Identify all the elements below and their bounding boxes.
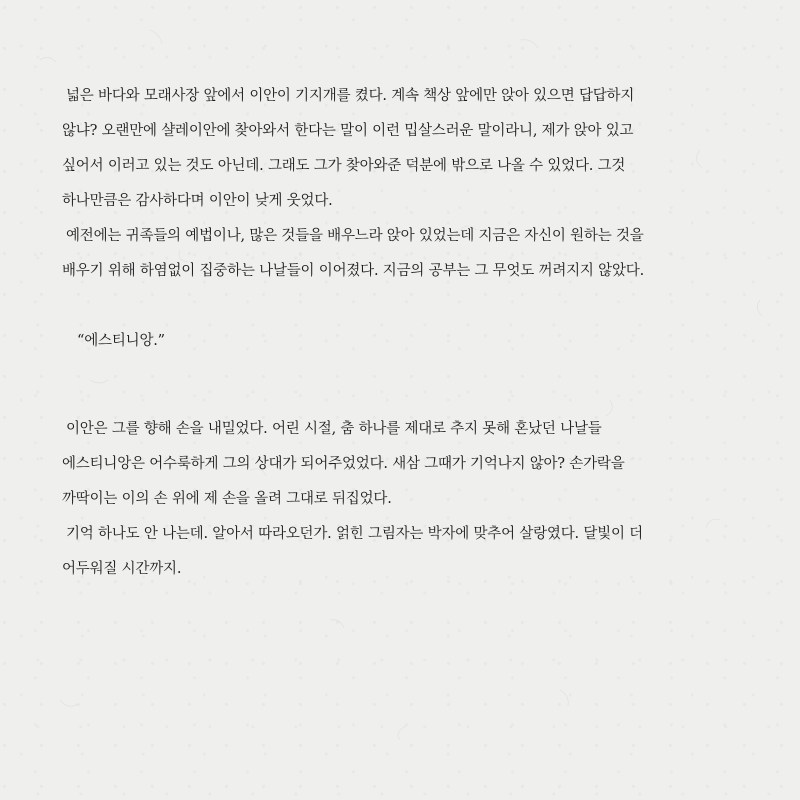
- text-line: 않냐? 오랜만에 샬레이안에 찾아와서 한다는 말이 이런 밉살스러운 말이라니, 제가 앉아 있고: [62, 123, 634, 139]
- text-line: 싶어서 이러고 있는 것도 아닌데. 그래도 그가 찾아와준 덕분에 밖으로 나올 수 있었다. 그것: [62, 158, 626, 174]
- text-line: 예전에는 귀족들의 예법이나, 많은 것들을 배우느라 앉아 있었는데 지금은 자신이 원하는 것을: [66, 228, 644, 244]
- spacer: [62, 289, 752, 324]
- text-line: 하나만큼은 감사하다며 이안이 낮게 웃었다.: [62, 193, 333, 209]
- text-line: 에스티니앙은 어수룩하게 그의 상대가 되어주었었다. 새삼 그때가 기억나지 않아? 손가락을: [62, 456, 625, 472]
- paragraph-3: [62, 412, 752, 517]
- paragraph-dialogue: [62, 324, 752, 359]
- text-line: 기억 하나도 안 나는데. 알아서 따라오던가. 얽힌 그림자는 박자에 맞추어 살랑였다. 달빛이 더: [66, 526, 643, 542]
- paragraph-1: [62, 79, 752, 219]
- spacer: [62, 394, 752, 412]
- text-line: 어두워질 시간까지.: [62, 561, 182, 577]
- dialogue-line: “에스티니앙.”: [77, 333, 165, 349]
- paragraph-4: [62, 517, 752, 587]
- document-body: [62, 79, 752, 587]
- text-line: 이안은 그를 향해 손을 내밀었다. 어린 시절, 춤 하나를 제대로 추지 못해 혼났던 나날들: [66, 421, 602, 437]
- text-line: 까딱이는 이의 손 위에 제 손을 올려 그대로 뒤집었다.: [62, 491, 392, 507]
- text-line: 넓은 바다와 모래사장 앞에서 이안이 기지개를 켰다. 계속 책상 앞에만 앉아 있으면 답답하지: [66, 88, 635, 104]
- text-line: 배우기 위해 하염없이 집중하는 나날들이 이어졌다. 지금의 공부는 그 무엇도 꺼려지지 않았다.: [62, 263, 644, 279]
- spacer: [62, 359, 752, 394]
- paragraph-2: [62, 219, 752, 289]
